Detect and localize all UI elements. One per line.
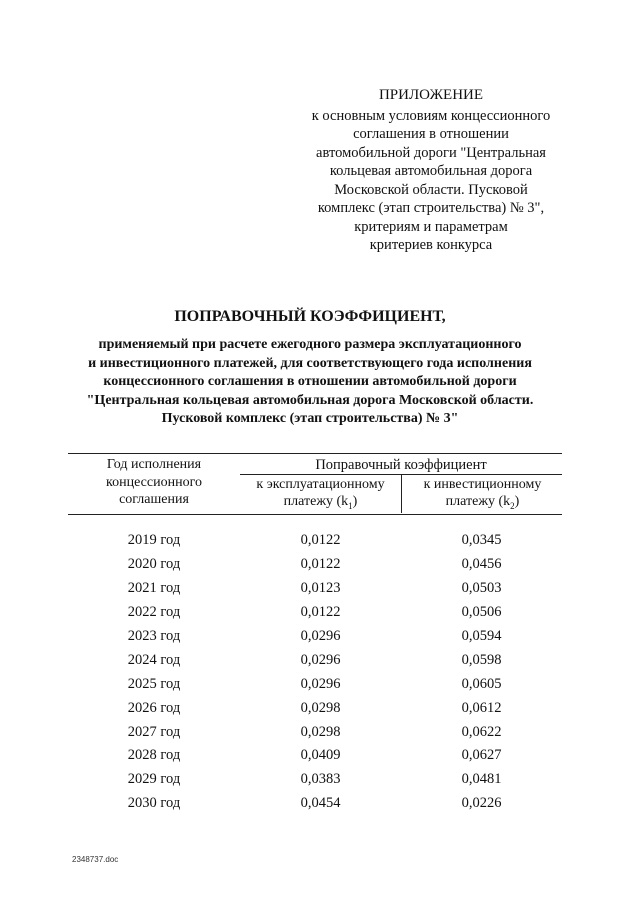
cell-k2: 0,0627	[461, 747, 502, 764]
appendix-line: к основным условиям концессионного	[311, 107, 551, 124]
header-k1-line: к эксплуатационному	[256, 477, 385, 492]
header-year-line: Год исполнения	[106, 457, 202, 472]
table-row	[68, 768, 562, 792]
subheading-line: "Центральная кольцевая автомобильная дорога Московской области.	[86, 392, 534, 408]
cell-k2: 0,0503	[461, 580, 502, 597]
table-body	[68, 529, 562, 816]
appendix-line: комплекс (этап строительства) № 3",	[317, 200, 545, 216]
cell-year: 2028 год	[127, 747, 181, 764]
header-year-line: соглашения	[119, 492, 189, 507]
cell-k1: 0,0296	[300, 675, 341, 692]
appendix-line: автомобильной дороги "Центральная	[316, 144, 546, 161]
cell-k1: 0,0296	[300, 628, 341, 644]
subheading-line: применяемый при расчете ежегодного размера эксплуатационного	[98, 337, 522, 352]
cell-k2: 0,0506	[461, 604, 502, 621]
cell-k2: 0,0594	[461, 628, 502, 644]
table-row	[68, 672, 562, 696]
table-row	[68, 792, 562, 816]
header-coefficient: Поправочный коэффициент	[240, 456, 562, 475]
cell-k1: 0,0454	[300, 795, 341, 812]
cell-k1: 0,0122	[300, 556, 341, 573]
cell-k2: 0,0226	[461, 795, 502, 812]
header-k2-line: к инвестиционному	[423, 477, 542, 492]
cell-k2: 0,0345	[461, 532, 502, 549]
table-row	[68, 744, 562, 768]
header-k2-line: платежу $(k_2)$	[445, 494, 520, 511]
cell-k2: 0,0605	[461, 675, 502, 692]
appendix-block	[300, 86, 562, 255]
cell-year: 2023 год	[127, 628, 181, 644]
cell-k2: 0,0481	[461, 771, 502, 788]
cell-year: 2030 год	[127, 795, 181, 812]
file-reference: 2348737.doc	[72, 855, 119, 864]
table-row	[68, 601, 562, 625]
appendix-line: критериям и параметрам	[354, 218, 508, 235]
cell-k1: 0,0122	[300, 532, 341, 549]
table-row	[68, 577, 562, 601]
header-year-line: концессионного	[106, 474, 202, 490]
coefficient-table	[68, 453, 562, 816]
table-row	[68, 625, 562, 649]
table-row	[68, 696, 562, 720]
cell-year: 2022 год	[127, 604, 181, 621]
table-header	[68, 453, 562, 515]
cell-k2: 0,0456	[461, 556, 502, 573]
cell-k1: 0,0298	[300, 723, 341, 740]
appendix-line: кольцевая автомобильная дорога	[329, 163, 533, 179]
appendix-line: соглашения в отношении	[353, 126, 509, 142]
cell-k1: 0,0409	[300, 747, 341, 764]
cell-year: 2024 год	[127, 651, 181, 668]
header-k2	[401, 475, 563, 513]
table-row	[68, 648, 562, 672]
cell-year: 2029 год	[127, 771, 181, 788]
cell-k2: 0,0622	[461, 723, 502, 740]
subheading-line: и инвестиционного платежей, для соответствующего года исполнения	[88, 355, 532, 371]
cell-year: 2020 год	[127, 556, 181, 573]
appendix-title: ПРИЛОЖЕНИЕ	[378, 87, 484, 103]
cell-year: 2025 год	[127, 675, 181, 692]
cell-year: 2019 год	[127, 532, 181, 549]
cell-k1: 0,0298	[300, 699, 341, 716]
cell-k1: 0,0122	[300, 604, 341, 621]
subheading-line: концессионного соглашения в отношении автомобильной дороги	[103, 374, 517, 389]
header-k1	[240, 476, 401, 515]
document-subheading	[60, 336, 560, 429]
cell-k2: 0,0612	[461, 699, 502, 716]
header-year	[68, 456, 240, 509]
table-row	[68, 529, 562, 553]
cell-year: 2021 год	[127, 580, 181, 597]
appendix-line: критериев конкурса	[369, 237, 493, 253]
document-heading: ПОПРАВОЧНЫЙ КОЭФФИЦИЕНТ,	[174, 308, 446, 325]
cell-k2: 0,0598	[461, 651, 502, 668]
cell-k1: 0,0383	[300, 771, 341, 788]
subheading-line: Пусковой комплекс (этап строительства) № 3"	[161, 411, 459, 426]
cell-k1: 0,0296	[300, 651, 341, 668]
cell-year: 2026 год	[127, 699, 181, 716]
appendix-line: Московской области. Пусковой	[334, 181, 528, 198]
table-row	[68, 553, 562, 577]
header-k1-line: платежу $(k_1)$	[283, 494, 358, 511]
cell-k1: 0,0123	[300, 580, 341, 597]
cell-year: 2027 год	[127, 723, 181, 740]
table-row	[68, 720, 562, 744]
